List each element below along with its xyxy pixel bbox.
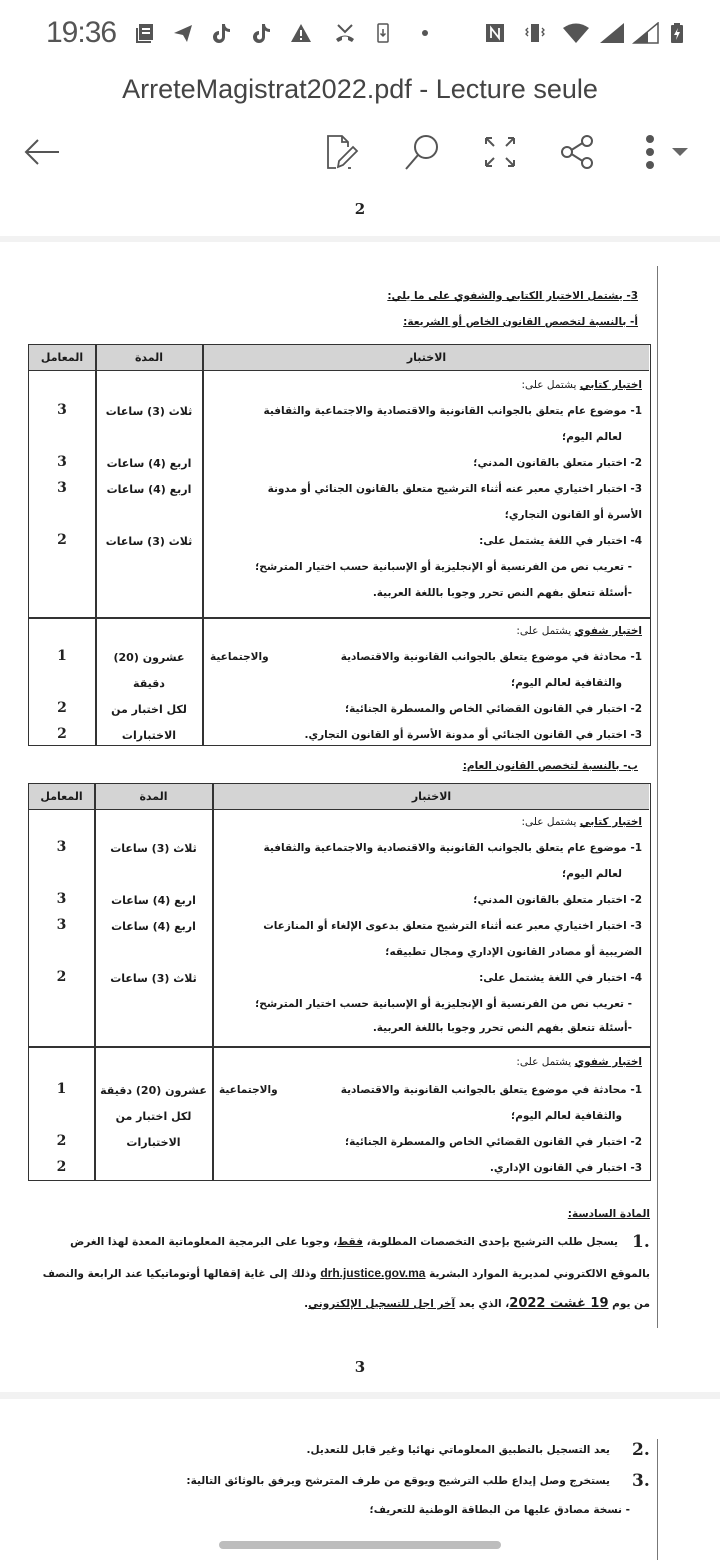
emphasis-only: فقط	[337, 1236, 363, 1248]
deadline-date: 19 غشت 2022	[509, 1296, 609, 1311]
toolbar	[0, 120, 720, 186]
column-divider	[202, 345, 204, 745]
dropdown-caret-icon	[670, 146, 692, 158]
oral-item-1: 1- محادثة في موضوع يتعلق بالجوانب القانونية والاقتصادية	[340, 1084, 642, 1096]
written-item-3-cont: الأسرة أو القانون التجاري؛	[504, 509, 642, 521]
article-six-item-1-line-1	[70, 1236, 618, 1248]
duration-cell: ثلاث (3) ساعات	[110, 972, 197, 985]
text-span: يسجل طلب الترشيح بإحدى التخصصات المطلوبة،	[362, 1236, 618, 1248]
written-exam-suffix: يشتمل على:	[521, 816, 580, 828]
dot-icon	[414, 22, 436, 44]
coefficient-cell: 3	[57, 454, 67, 470]
article-six-item-1-line-3	[304, 1296, 650, 1311]
back-button[interactable]	[18, 128, 66, 176]
written-item-2: 2- اختبار متعلق بالقانون المدني؛	[473, 457, 642, 469]
coefficient-cell: 3	[57, 402, 67, 418]
written-exam-heading	[522, 379, 642, 391]
oral-item-1-tail: والاجتماعية	[219, 1084, 278, 1096]
subsection-b-heading: ب- بالنسبة لتخصص القانون العام:	[462, 760, 638, 772]
deadline-label: آخر اجل للتسجيل الإلكتروني	[308, 1298, 456, 1310]
oral-item-1-cont: والثقافية لعالم اليوم؛	[511, 677, 622, 689]
written-item-4: 4- اختبار في اللغة يشتمل على:	[479, 972, 642, 984]
coefficient-cell: 2	[56, 969, 67, 985]
written-item-2: 2- اختبار متعلق بالقانون المدني؛	[473, 894, 642, 906]
duration-cell: لكل اختبار من	[115, 1110, 192, 1123]
oral-item-1-tail: والاجتماعية	[210, 651, 269, 663]
duration-cell: ثلاث (3) ساعات	[105, 535, 193, 548]
wifi-icon	[562, 22, 590, 44]
coefficient-cell: 2	[57, 700, 67, 716]
header-test: الاختبار	[406, 351, 447, 364]
page-4	[0, 1399, 720, 1560]
share-icon	[559, 133, 597, 171]
coefficient-cell: 3	[56, 839, 67, 855]
written-item-4a: - تعريب نص من الفرنسية أو الإنجليزية أو الإسبانية حسب اختيار المترشح؛	[255, 998, 632, 1010]
written-item-4: 4- اختبار في اللغة يشتمل على:	[479, 535, 642, 547]
duration-cell: لكل اختبار من	[111, 703, 187, 716]
coefficient-cell: 2	[57, 726, 67, 742]
text-span: وذلك إلى غاية إقفالها أوتوماتيكيا عند الرابعة والنصف	[42, 1268, 321, 1280]
list-item-2: يعد التسجيل بالتطبيق المعلوماتي نهائيا وغير قابل للتعديل.	[306, 1444, 610, 1456]
news-icon	[134, 22, 156, 44]
status-time: 19:36	[46, 16, 117, 49]
coefficient-cell: 3	[57, 480, 67, 496]
written-item-3: 3- اختبار اختياري معبر عنه أثناء الترشيح متعلق بالقانون الجنائي أو مدونة	[267, 483, 642, 495]
document-viewer[interactable]	[0, 186, 720, 1560]
page-margin-line	[657, 266, 658, 1328]
section-heading: 3- يشتمل الاختبار الكتابي والشفوي على ما يلي:	[387, 290, 638, 302]
battery-charging-icon	[666, 22, 688, 44]
telegram-icon	[172, 22, 194, 44]
oral-item-3: 3- اختبار في القانون الإداري.	[489, 1162, 642, 1174]
duration-cell: عشرون (20) دقيقة	[100, 1084, 207, 1097]
back-arrow-icon	[22, 137, 62, 167]
oral-exam-heading	[516, 1056, 642, 1068]
exam-table-private-law	[28, 344, 651, 746]
search-button[interactable]	[398, 128, 446, 176]
duration-cell: الاختبارات	[126, 1136, 181, 1149]
written-item-1-cont: لعالم اليوم؛	[562, 868, 622, 880]
phone-download-icon	[372, 22, 394, 44]
signal-full-icon	[598, 22, 626, 44]
text-span: ، وجوبا على البرمجية المعلوماتية المعدة لهذا الغرض	[70, 1236, 338, 1248]
page-2-footer	[0, 186, 720, 236]
header-coefficient: المعامل	[40, 790, 83, 803]
written-item-1-cont: لعالم اليوم؛	[562, 431, 622, 443]
written-exam-heading	[522, 816, 642, 828]
list-item-3: يستخرج وصل إيداع طلب الترشيح ويوقع من طرف المترشح ويرفق بالوثائق التالية:	[186, 1475, 610, 1487]
coefficient-cell: 2	[56, 1159, 67, 1175]
page-number: 3	[354, 1358, 366, 1376]
written-item-4b: -أسئلة تتعلق بفهم النص تحرر وجوبا باللغة العربية.	[372, 1022, 632, 1034]
fullscreen-icon	[482, 134, 518, 170]
oral-item-2: 2- اختبار في القانون القضائي الخاص والمسطرة الجنائية؛	[344, 703, 642, 715]
written-exam-title: اختبار كتابي	[579, 816, 642, 828]
vibrate-icon	[524, 22, 546, 44]
written-item-4a: - تعريب نص من الفرنسية أو الإنجليزية أو الإسبانية حسب اختيار المترشح؛	[255, 561, 632, 573]
oral-exam-heading	[516, 625, 642, 637]
page-margin-line	[657, 1439, 658, 1560]
written-item-1: 1- موضوع عام يتعلق بالجوانب القانونية والاقتصادية والاجتماعية والثقافية	[263, 405, 642, 417]
written-item-1: 1- موضوع عام يتعلق بالجوانب القانونية والاقتصادية والاجتماعية والثقافية	[263, 842, 642, 854]
article-six-item-1-line-2	[43, 1266, 650, 1280]
oral-item-3: 3- اختبار في القانون الجنائي أو مدونة الأسرة أو القانون التجاري.	[304, 729, 642, 741]
list-number: 3.	[632, 1471, 650, 1491]
more-options-button[interactable]	[634, 128, 702, 176]
row-divider	[29, 1046, 650, 1048]
duration-cell: اربع (4) ساعات	[111, 894, 196, 907]
signal-partial-icon	[632, 22, 660, 44]
duration-cell: الاختبارات	[121, 729, 177, 742]
missed-call-icon	[334, 22, 356, 44]
status-bar	[0, 0, 720, 66]
document-bullet-1: - نسخة مصادق عليها من البطاقة الوطنية للتعريف؛	[369, 1504, 630, 1516]
list-number: 2.	[632, 1440, 650, 1460]
text-span: بالموقع الالكتروني لمديرية الموارد البشرية	[425, 1268, 650, 1280]
written-item-3: 3- اختبار اختياري معبر عنه أثناء الترشيح متعلق بدعوى الإلغاء أو المنازعات	[263, 920, 642, 932]
text-span: .	[304, 1298, 309, 1310]
coefficient-cell: 3	[56, 917, 67, 933]
oral-item-1-cont: والثقافية لعالم اليوم؛	[511, 1110, 622, 1122]
article-six-title: المادة السادسة:	[567, 1208, 650, 1220]
coefficient-cell: 2	[56, 1133, 67, 1149]
oral-exam-suffix: يشتمل على:	[516, 1056, 575, 1068]
duration-cell: اربع (4) ساعات	[111, 920, 196, 933]
more-options-icon	[644, 132, 656, 172]
coefficient-cell: 1	[56, 1081, 67, 1097]
header-duration: المدة	[134, 351, 164, 364]
tiktok-icon	[250, 22, 272, 44]
horizontal-scrollbar[interactable]	[219, 1541, 501, 1549]
duration-cell: اربع (4) ساعات	[106, 457, 192, 470]
written-item-3-cont: الضريبية أو مصادر القانون الإداري ومجال تطبيقه؛	[385, 946, 642, 958]
oral-item-2: 2- اختبار في القانون القضائي الخاص والمسطرة الجنائية؛	[344, 1136, 642, 1148]
nfc-icon	[484, 22, 506, 44]
written-exam-suffix: يشتمل على:	[521, 379, 580, 391]
exam-table-public-law	[28, 783, 651, 1181]
warning-icon	[290, 22, 312, 44]
edit-button[interactable]	[318, 128, 366, 176]
share-button[interactable]	[554, 128, 602, 176]
page-number: 2	[354, 200, 366, 218]
page-3	[0, 242, 720, 1392]
coefficient-cell: 2	[57, 532, 67, 548]
duration-cell: اربع (4) ساعات	[106, 483, 192, 496]
duration-cell: ثلاث (3) ساعات	[110, 842, 197, 855]
tiktok-icon	[210, 22, 232, 44]
duration-cell: ثلاث (3) ساعات	[105, 405, 193, 418]
header-duration: المدة	[139, 790, 168, 803]
website-link[interactable]: drh.justice.gov.ma	[320, 1266, 426, 1280]
oral-exam-title: اختبار شفوي	[574, 625, 642, 637]
list-number: 1.	[632, 1232, 650, 1252]
row-divider	[29, 617, 650, 619]
duration-cell: عشرون (20)	[113, 651, 185, 664]
column-divider	[212, 784, 214, 1180]
oral-item-1: 1- محادثة في موضوع يتعلق بالجوانب القانونية والاقتصادية	[340, 651, 642, 663]
fullscreen-button[interactable]	[476, 128, 524, 176]
subsection-a-heading: أ- بالنسبة لتخصص القانون الخاص أو الشريعة:	[403, 316, 638, 328]
header-test: الاختبار	[411, 790, 452, 803]
text-span: من يوم	[608, 1298, 650, 1310]
coefficient-cell: 1	[57, 648, 67, 664]
oral-exam-suffix: يشتمل على:	[516, 625, 575, 637]
edit-document-icon	[324, 133, 360, 171]
header-coefficient: المعامل	[40, 351, 84, 364]
oral-exam-title: اختبار شفوي	[574, 1056, 642, 1068]
search-icon	[403, 133, 441, 171]
written-item-4b: -أسئلة تتعلق بفهم النص تحرر وجوبا باللغة العربية.	[372, 587, 632, 599]
document-title: ArreteMagistrat2022.pdf - Lecture seule	[122, 74, 598, 104]
text-span: ، الذي يعد	[455, 1298, 510, 1310]
written-exam-title: اختبار كتابي	[579, 379, 642, 391]
coefficient-cell: 3	[56, 891, 67, 907]
duration-cell: دقيقة	[133, 677, 165, 690]
